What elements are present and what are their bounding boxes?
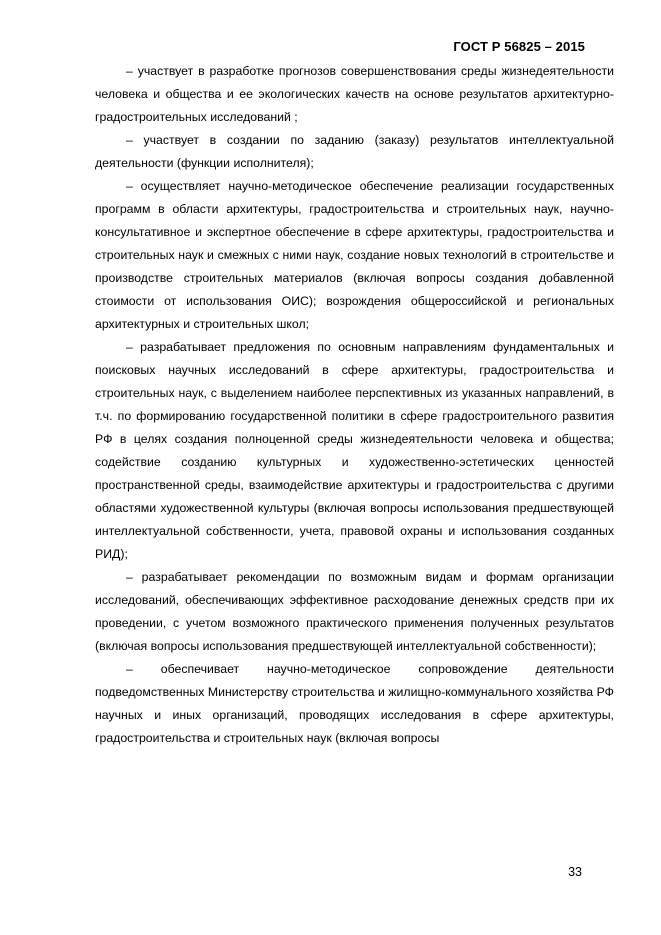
document-header: ГОСТ Р 56825 – 2015: [453, 39, 585, 54]
page-number: 33: [568, 865, 582, 879]
paragraph-3: – осуществляет научно-методическое обеспечение реализации государственных программ в области архитектуры, градостроительства и строительных наук, научно-консультативное и экспертное обеспечение в сфере архитектуры, градостроительства и строительных наук и смежных с ними наук, создание новых технологий в строительстве и производстве строительных материалов (включая вопросы создания добавленной стоимости от использования ОИС); возрождения общероссийской и региональных архитектурных и строительных школ;: [95, 179, 614, 331]
paragraph-2: – участвует в создании по заданию (заказу) результатов интеллектуальной деятельности (функции исполнителя);: [95, 133, 614, 170]
paragraph-4: – разрабатывает предложения по основным направлениям фундаментальных и поисковых научных исследований в сфере архитектуры, градостроительства и строительных наук, с выделением наиболее перспективных из указанных направлений, в т.ч. по формированию государственной политики в сфере градостроительного развития РФ в целях создания полноценной среды жизнедеятельности человека и общества; содействие созданию культурных и художественно-эстетических ценностей пространственной среды, взаимодействие архитектуры и градостроительства с другими областями художественной культуры (включая вопросы использования предшествующей интеллектуальной собственности, учета, правовой охраны и использования созданных РИД);: [95, 340, 614, 561]
paragraph-1: – участвует в разработке прогнозов совершенствования среды жизнедеятельности человека и общества и ее экологических качеств на основе результатов архитектурно-градостроительных исследований ;: [95, 64, 614, 124]
paragraph-6: – обеспечивает научно-методическое сопровождение деятельности подведомственных Министерству строительства и жилищно-коммунального хозяйства РФ научных и иных организаций, проводящих исследования в сфере архитектуры, градостроительства и строительных наук (включая вопросы: [95, 662, 614, 745]
paragraph-5: – разрабатывает рекомендации по возможным видам и формам организации исследований, обеспечивающих эффективное расходование денежных средств при их проведении, с учетом возможного практического применения полученных результатов (включая вопросы использования предшествующей интеллектуальной собственности);: [95, 570, 614, 653]
document-body: [95, 60, 614, 750]
